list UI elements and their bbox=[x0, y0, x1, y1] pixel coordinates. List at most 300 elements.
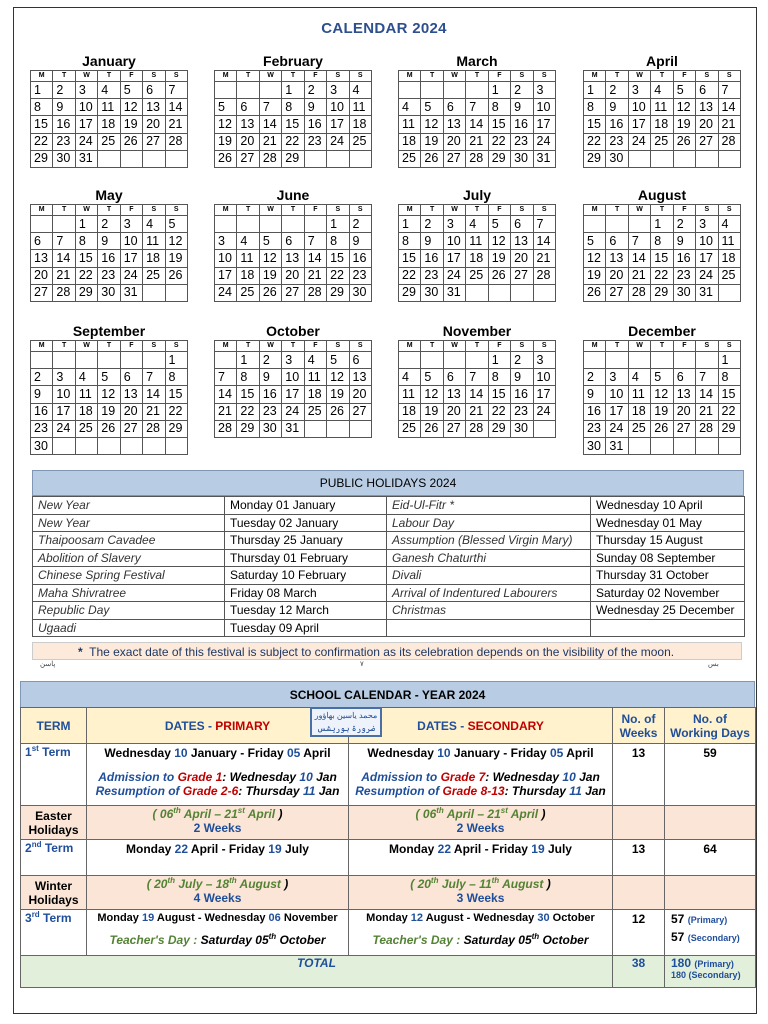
holiday-name: Chinese Spring Festival bbox=[33, 567, 225, 585]
day-cell: 31 bbox=[696, 284, 718, 301]
weekday-header: S bbox=[143, 71, 165, 82]
day-cell: 12 bbox=[584, 250, 606, 267]
weekday-header: T bbox=[651, 71, 673, 82]
day-cell: 14 bbox=[628, 250, 650, 267]
day-cell: 5 bbox=[120, 82, 142, 99]
weekday-header: W bbox=[628, 341, 650, 352]
month-name: December bbox=[628, 323, 696, 339]
day-cell: 25 bbox=[304, 403, 326, 420]
weekday-header: T bbox=[421, 341, 443, 352]
day-cell: 16 bbox=[584, 403, 606, 420]
day-cell: 30 bbox=[511, 420, 533, 437]
day-cell: 17 bbox=[533, 386, 555, 403]
holiday-name: Ugaadi bbox=[33, 619, 225, 637]
day-cell: 3 bbox=[606, 369, 628, 386]
day-cell: 7 bbox=[466, 99, 488, 116]
day-cell: 3 bbox=[443, 216, 465, 233]
day-cell: 8 bbox=[327, 233, 349, 250]
day-cell: 7 bbox=[628, 233, 650, 250]
day-cell: 19 bbox=[327, 386, 349, 403]
empty-cell bbox=[165, 437, 187, 454]
day-cell: 12 bbox=[259, 250, 281, 267]
day-cell: 20 bbox=[282, 267, 304, 284]
day-cell: 6 bbox=[143, 82, 165, 99]
day-cell: 23 bbox=[349, 267, 371, 284]
empty-cell bbox=[718, 284, 740, 301]
empty-cell bbox=[628, 437, 650, 454]
weekday-header: T bbox=[421, 71, 443, 82]
day-cell: 17 bbox=[282, 386, 304, 403]
day-cell: 11 bbox=[98, 99, 120, 116]
day-cell: 13 bbox=[511, 233, 533, 250]
day-cell: 29 bbox=[399, 284, 421, 301]
term1-label: 1st Term bbox=[21, 744, 87, 806]
day-cell: 17 bbox=[696, 250, 718, 267]
weekday-header: M bbox=[399, 341, 421, 352]
day-cell: 10 bbox=[533, 369, 555, 386]
day-cell: 24 bbox=[696, 267, 718, 284]
day-cell: 25 bbox=[98, 133, 120, 150]
day-cell: 27 bbox=[282, 284, 304, 301]
holiday-date: Tuesday 09 April bbox=[225, 619, 387, 637]
holiday-date: Sunday 08 September bbox=[591, 549, 745, 567]
day-cell: 24 bbox=[120, 267, 142, 284]
day-cell: 24 bbox=[533, 133, 555, 150]
small-mark-mid: ۷ bbox=[360, 661, 364, 668]
empty-cell bbox=[53, 437, 75, 454]
day-cell: 30 bbox=[673, 284, 695, 301]
empty-cell bbox=[237, 82, 259, 99]
day-cell: 1 bbox=[651, 216, 673, 233]
day-cell: 3 bbox=[696, 216, 718, 233]
day-cell: 19 bbox=[215, 133, 237, 150]
holiday-name: Christmas bbox=[387, 602, 591, 620]
holiday-date: Tuesday 12 March bbox=[225, 602, 387, 620]
holiday-date: Saturday 10 February bbox=[225, 567, 387, 585]
day-cell: 19 bbox=[120, 116, 142, 133]
day-cell: 16 bbox=[421, 250, 443, 267]
day-cell: 14 bbox=[466, 116, 488, 133]
empty-cell bbox=[98, 352, 120, 369]
weekday-header: F bbox=[304, 341, 326, 352]
day-cell: 22 bbox=[165, 403, 187, 420]
day-cell: 13 bbox=[673, 386, 695, 403]
month-name: August bbox=[637, 187, 687, 203]
easter-row bbox=[21, 806, 756, 840]
day-cell: 2 bbox=[53, 82, 75, 99]
weekday-header: F bbox=[304, 71, 326, 82]
weekday-header: T bbox=[53, 71, 75, 82]
month-name: September bbox=[72, 323, 146, 339]
day-cell: 27 bbox=[349, 403, 371, 420]
day-cell: 14 bbox=[304, 250, 326, 267]
day-cell: 12 bbox=[421, 116, 443, 133]
day-cell: 5 bbox=[327, 352, 349, 369]
holiday-name: Thaipoosam Cavadee bbox=[33, 532, 225, 550]
day-cell: 28 bbox=[533, 267, 555, 284]
day-cell: 7 bbox=[718, 82, 740, 99]
day-cell: 16 bbox=[606, 116, 628, 133]
weekday-header: W bbox=[259, 341, 281, 352]
holiday-row bbox=[33, 549, 745, 567]
day-cell: 4 bbox=[98, 82, 120, 99]
month-name: May bbox=[95, 187, 123, 203]
day-cell: 6 bbox=[237, 99, 259, 116]
empty-cell bbox=[304, 420, 326, 437]
weekday-header: S bbox=[349, 205, 371, 216]
day-cell: 1 bbox=[282, 82, 304, 99]
day-cell: 26 bbox=[98, 420, 120, 437]
holiday-name: Assumption (Blessed Virgin Mary) bbox=[387, 532, 591, 550]
day-cell: 10 bbox=[282, 369, 304, 386]
day-cell: 3 bbox=[533, 352, 555, 369]
day-cell: 9 bbox=[421, 233, 443, 250]
winter-secondary: ( 20th July – 11th August ) 3 Weeks bbox=[349, 876, 613, 910]
day-cell: 5 bbox=[673, 82, 695, 99]
day-cell: 9 bbox=[349, 233, 371, 250]
empty-cell bbox=[120, 437, 142, 454]
day-cell: 1 bbox=[399, 216, 421, 233]
day-cell: 7 bbox=[304, 233, 326, 250]
day-cell: 11 bbox=[304, 369, 326, 386]
day-cell: 18 bbox=[399, 133, 421, 150]
day-cell: 25 bbox=[628, 420, 650, 437]
day-cell: 1 bbox=[488, 82, 510, 99]
day-cell: 7 bbox=[143, 369, 165, 386]
day-cell: 20 bbox=[143, 116, 165, 133]
day-cell: 1 bbox=[584, 82, 606, 99]
empty-cell bbox=[259, 216, 281, 233]
total-weeks: 38 bbox=[613, 956, 665, 988]
month-january bbox=[30, 52, 188, 168]
holiday-name: Eid-Ul-Fitr * bbox=[387, 497, 591, 515]
day-cell: 12 bbox=[421, 386, 443, 403]
easter-primary: ( 06th April – 21st April ) 2 Weeks bbox=[87, 806, 349, 840]
weekday-header: T bbox=[98, 71, 120, 82]
day-cell: 14 bbox=[466, 386, 488, 403]
day-cell: 22 bbox=[718, 403, 740, 420]
day-cell: 28 bbox=[466, 420, 488, 437]
day-cell: 23 bbox=[606, 133, 628, 150]
day-cell: 13 bbox=[31, 250, 53, 267]
term2-primary: Monday 22 April - Friday 19 July bbox=[87, 840, 349, 876]
day-cell: 24 bbox=[282, 403, 304, 420]
day-cell: 17 bbox=[75, 116, 97, 133]
day-cell: 28 bbox=[696, 420, 718, 437]
day-cell: 11 bbox=[143, 233, 165, 250]
empty-cell bbox=[718, 437, 740, 454]
day-cell: 21 bbox=[259, 133, 281, 150]
empty-cell bbox=[143, 437, 165, 454]
empty-cell bbox=[215, 216, 237, 233]
weekday-header: T bbox=[237, 71, 259, 82]
day-cell: 28 bbox=[628, 284, 650, 301]
empty-cell bbox=[651, 352, 673, 369]
month-name: March bbox=[456, 53, 498, 69]
empty-cell bbox=[584, 352, 606, 369]
weekday-header: W bbox=[628, 71, 650, 82]
weekday-header: S bbox=[143, 341, 165, 352]
day-cell: 24 bbox=[628, 133, 650, 150]
day-cell: 25 bbox=[349, 133, 371, 150]
day-cell: 8 bbox=[651, 233, 673, 250]
month-name: November bbox=[442, 323, 512, 339]
holiday-name: Republic Day bbox=[33, 602, 225, 620]
weekday-header: S bbox=[511, 71, 533, 82]
day-cell: 26 bbox=[421, 150, 443, 167]
weekday-header: S bbox=[349, 341, 371, 352]
day-cell: 10 bbox=[628, 99, 650, 116]
day-cell: 4 bbox=[237, 233, 259, 250]
empty-cell bbox=[53, 216, 75, 233]
day-cell: 17 bbox=[606, 403, 628, 420]
day-cell: 13 bbox=[606, 250, 628, 267]
day-cell: 9 bbox=[98, 233, 120, 250]
day-cell: 9 bbox=[511, 369, 533, 386]
holiday-date: Thursday 15 August bbox=[591, 532, 745, 550]
empty-cell bbox=[143, 352, 165, 369]
day-cell: 6 bbox=[696, 82, 718, 99]
holiday-date: Wednesday 10 April bbox=[591, 497, 745, 515]
weekday-header: S bbox=[143, 205, 165, 216]
weekday-header: T bbox=[282, 341, 304, 352]
day-cell: 21 bbox=[466, 133, 488, 150]
day-cell: 22 bbox=[651, 267, 673, 284]
day-cell: 3 bbox=[120, 216, 142, 233]
day-cell: 23 bbox=[259, 403, 281, 420]
weekday-header: M bbox=[584, 71, 606, 82]
day-cell: 31 bbox=[120, 284, 142, 301]
empty-cell bbox=[606, 216, 628, 233]
day-cell: 22 bbox=[75, 267, 97, 284]
day-cell: 26 bbox=[651, 420, 673, 437]
header-weeks: No. of Weeks bbox=[613, 708, 665, 744]
day-cell: 14 bbox=[259, 116, 281, 133]
day-cell: 5 bbox=[98, 369, 120, 386]
empty-cell bbox=[466, 82, 488, 99]
day-cell: 13 bbox=[443, 386, 465, 403]
empty-cell bbox=[120, 352, 142, 369]
day-cell: 26 bbox=[673, 133, 695, 150]
day-cell: 14 bbox=[53, 250, 75, 267]
day-cell: 12 bbox=[327, 369, 349, 386]
weekday-header: W bbox=[259, 205, 281, 216]
header-primary: DATES - PRIMARY bbox=[87, 708, 349, 744]
day-cell: 15 bbox=[75, 250, 97, 267]
day-cell: 29 bbox=[31, 150, 53, 167]
day-cell: 14 bbox=[215, 386, 237, 403]
day-cell: 17 bbox=[443, 250, 465, 267]
day-cell: 4 bbox=[349, 82, 371, 99]
weekday-header: F bbox=[673, 205, 695, 216]
winter-label: Winter Holidays bbox=[21, 876, 87, 910]
day-cell: 25 bbox=[651, 133, 673, 150]
weekday-header: S bbox=[165, 205, 187, 216]
weekday-header: S bbox=[696, 71, 718, 82]
term3-weeks: 12 bbox=[613, 910, 665, 956]
day-cell: 10 bbox=[696, 233, 718, 250]
holiday-name: Arrival of Indentured Labourers bbox=[387, 584, 591, 602]
day-cell: 19 bbox=[421, 133, 443, 150]
day-cell: 30 bbox=[31, 437, 53, 454]
month-name: October bbox=[266, 323, 320, 339]
empty-cell bbox=[215, 352, 237, 369]
day-cell: 4 bbox=[304, 352, 326, 369]
day-cell: 30 bbox=[349, 284, 371, 301]
term1-days: 59 bbox=[665, 744, 756, 806]
month-november bbox=[398, 322, 556, 438]
weekday-header: M bbox=[399, 205, 421, 216]
day-cell: 25 bbox=[143, 267, 165, 284]
day-cell: 3 bbox=[53, 369, 75, 386]
day-cell: 10 bbox=[75, 99, 97, 116]
empty-cell bbox=[31, 216, 53, 233]
empty-cell bbox=[488, 284, 510, 301]
day-cell: 13 bbox=[120, 386, 142, 403]
day-cell: 7 bbox=[533, 216, 555, 233]
empty-cell bbox=[533, 284, 555, 301]
day-cell: 28 bbox=[466, 150, 488, 167]
day-cell: 23 bbox=[584, 420, 606, 437]
day-cell: 19 bbox=[673, 116, 695, 133]
day-cell: 13 bbox=[696, 99, 718, 116]
day-cell: 14 bbox=[696, 386, 718, 403]
day-cell: 1 bbox=[165, 352, 187, 369]
weekday-header: T bbox=[53, 341, 75, 352]
holiday-row bbox=[33, 602, 745, 620]
day-cell: 3 bbox=[327, 82, 349, 99]
empty-cell bbox=[533, 420, 555, 437]
day-cell: 19 bbox=[584, 267, 606, 284]
empty-cell bbox=[628, 150, 650, 167]
month-may bbox=[30, 186, 188, 302]
empty-cell bbox=[511, 284, 533, 301]
day-cell: 13 bbox=[349, 369, 371, 386]
holiday-name: Labour Day bbox=[387, 514, 591, 532]
day-cell: 31 bbox=[282, 420, 304, 437]
day-cell: 28 bbox=[304, 284, 326, 301]
empty-cell bbox=[327, 150, 349, 167]
day-cell: 12 bbox=[165, 233, 187, 250]
day-cell: 15 bbox=[584, 116, 606, 133]
day-cell: 20 bbox=[511, 250, 533, 267]
weekday-header: T bbox=[421, 205, 443, 216]
day-cell: 8 bbox=[282, 99, 304, 116]
day-cell: 11 bbox=[399, 386, 421, 403]
day-cell: 3 bbox=[533, 82, 555, 99]
day-cell: 21 bbox=[143, 403, 165, 420]
day-cell: 31 bbox=[606, 437, 628, 454]
day-cell: 2 bbox=[421, 216, 443, 233]
day-cell: 4 bbox=[651, 82, 673, 99]
day-cell: 2 bbox=[606, 82, 628, 99]
weekday-header: M bbox=[215, 205, 237, 216]
term1-secondary: Wednesday 10 January - Friday 05 April Admission to Grade 7: Wednesday 10 Jan Resumption of Grade 8-13: Thursday 11 Jan bbox=[349, 744, 613, 806]
day-cell: 22 bbox=[488, 133, 510, 150]
day-cell: 12 bbox=[120, 99, 142, 116]
holiday-row bbox=[33, 567, 745, 585]
day-cell: 26 bbox=[488, 267, 510, 284]
empty-cell bbox=[98, 437, 120, 454]
holiday-name: Maha Shivratree bbox=[33, 584, 225, 602]
weekday-header: W bbox=[628, 205, 650, 216]
day-cell: 22 bbox=[237, 403, 259, 420]
day-cell: 29 bbox=[718, 420, 740, 437]
day-cell: 18 bbox=[304, 386, 326, 403]
day-cell: 2 bbox=[349, 216, 371, 233]
month-august bbox=[583, 186, 741, 302]
weekday-header: T bbox=[466, 71, 488, 82]
day-cell: 15 bbox=[165, 386, 187, 403]
weekday-header: S bbox=[718, 205, 740, 216]
day-cell: 11 bbox=[718, 233, 740, 250]
empty-cell bbox=[31, 352, 53, 369]
day-cell: 7 bbox=[259, 99, 281, 116]
empty-cell bbox=[120, 150, 142, 167]
day-cell: 6 bbox=[606, 233, 628, 250]
day-cell: 20 bbox=[696, 116, 718, 133]
empty-cell bbox=[304, 216, 326, 233]
day-cell: 10 bbox=[533, 99, 555, 116]
month-april bbox=[583, 52, 741, 168]
holiday-name: New Year bbox=[33, 497, 225, 515]
day-cell: 15 bbox=[488, 116, 510, 133]
weekday-header: S bbox=[533, 71, 555, 82]
day-cell: 14 bbox=[165, 99, 187, 116]
day-cell: 23 bbox=[53, 133, 75, 150]
empty-cell bbox=[628, 352, 650, 369]
empty-cell bbox=[443, 352, 465, 369]
day-cell: 2 bbox=[511, 82, 533, 99]
empty-cell bbox=[606, 352, 628, 369]
day-cell: 9 bbox=[673, 233, 695, 250]
day-cell: 29 bbox=[651, 284, 673, 301]
weekday-header: S bbox=[533, 341, 555, 352]
day-cell: 14 bbox=[718, 99, 740, 116]
day-cell: 16 bbox=[259, 386, 281, 403]
day-cell: 17 bbox=[53, 403, 75, 420]
day-cell: 30 bbox=[511, 150, 533, 167]
weekday-header: T bbox=[282, 71, 304, 82]
total-label: TOTAL bbox=[21, 956, 613, 988]
empty-cell bbox=[628, 216, 650, 233]
weekday-header: S bbox=[718, 341, 740, 352]
day-cell: 6 bbox=[31, 233, 53, 250]
day-cell: 20 bbox=[443, 403, 465, 420]
empty-cell bbox=[237, 216, 259, 233]
winter-row bbox=[21, 876, 756, 910]
day-cell: 12 bbox=[651, 386, 673, 403]
day-cell: 23 bbox=[98, 267, 120, 284]
day-cell: 24 bbox=[327, 133, 349, 150]
day-cell: 26 bbox=[259, 284, 281, 301]
day-cell: 7 bbox=[165, 82, 187, 99]
day-cell: 18 bbox=[628, 403, 650, 420]
school-calendar-title: SCHOOL CALENDAR - YEAR 2024 bbox=[20, 681, 755, 709]
weekday-header: S bbox=[696, 205, 718, 216]
day-cell: 30 bbox=[53, 150, 75, 167]
total-row bbox=[21, 956, 756, 988]
holiday-name: Abolition of Slavery bbox=[33, 549, 225, 567]
empty-cell bbox=[399, 82, 421, 99]
day-cell: 11 bbox=[349, 99, 371, 116]
day-cell: 4 bbox=[628, 369, 650, 386]
day-cell: 26 bbox=[215, 150, 237, 167]
empty-cell bbox=[421, 82, 443, 99]
day-cell: 11 bbox=[399, 116, 421, 133]
day-cell: 10 bbox=[120, 233, 142, 250]
day-cell: 23 bbox=[673, 267, 695, 284]
